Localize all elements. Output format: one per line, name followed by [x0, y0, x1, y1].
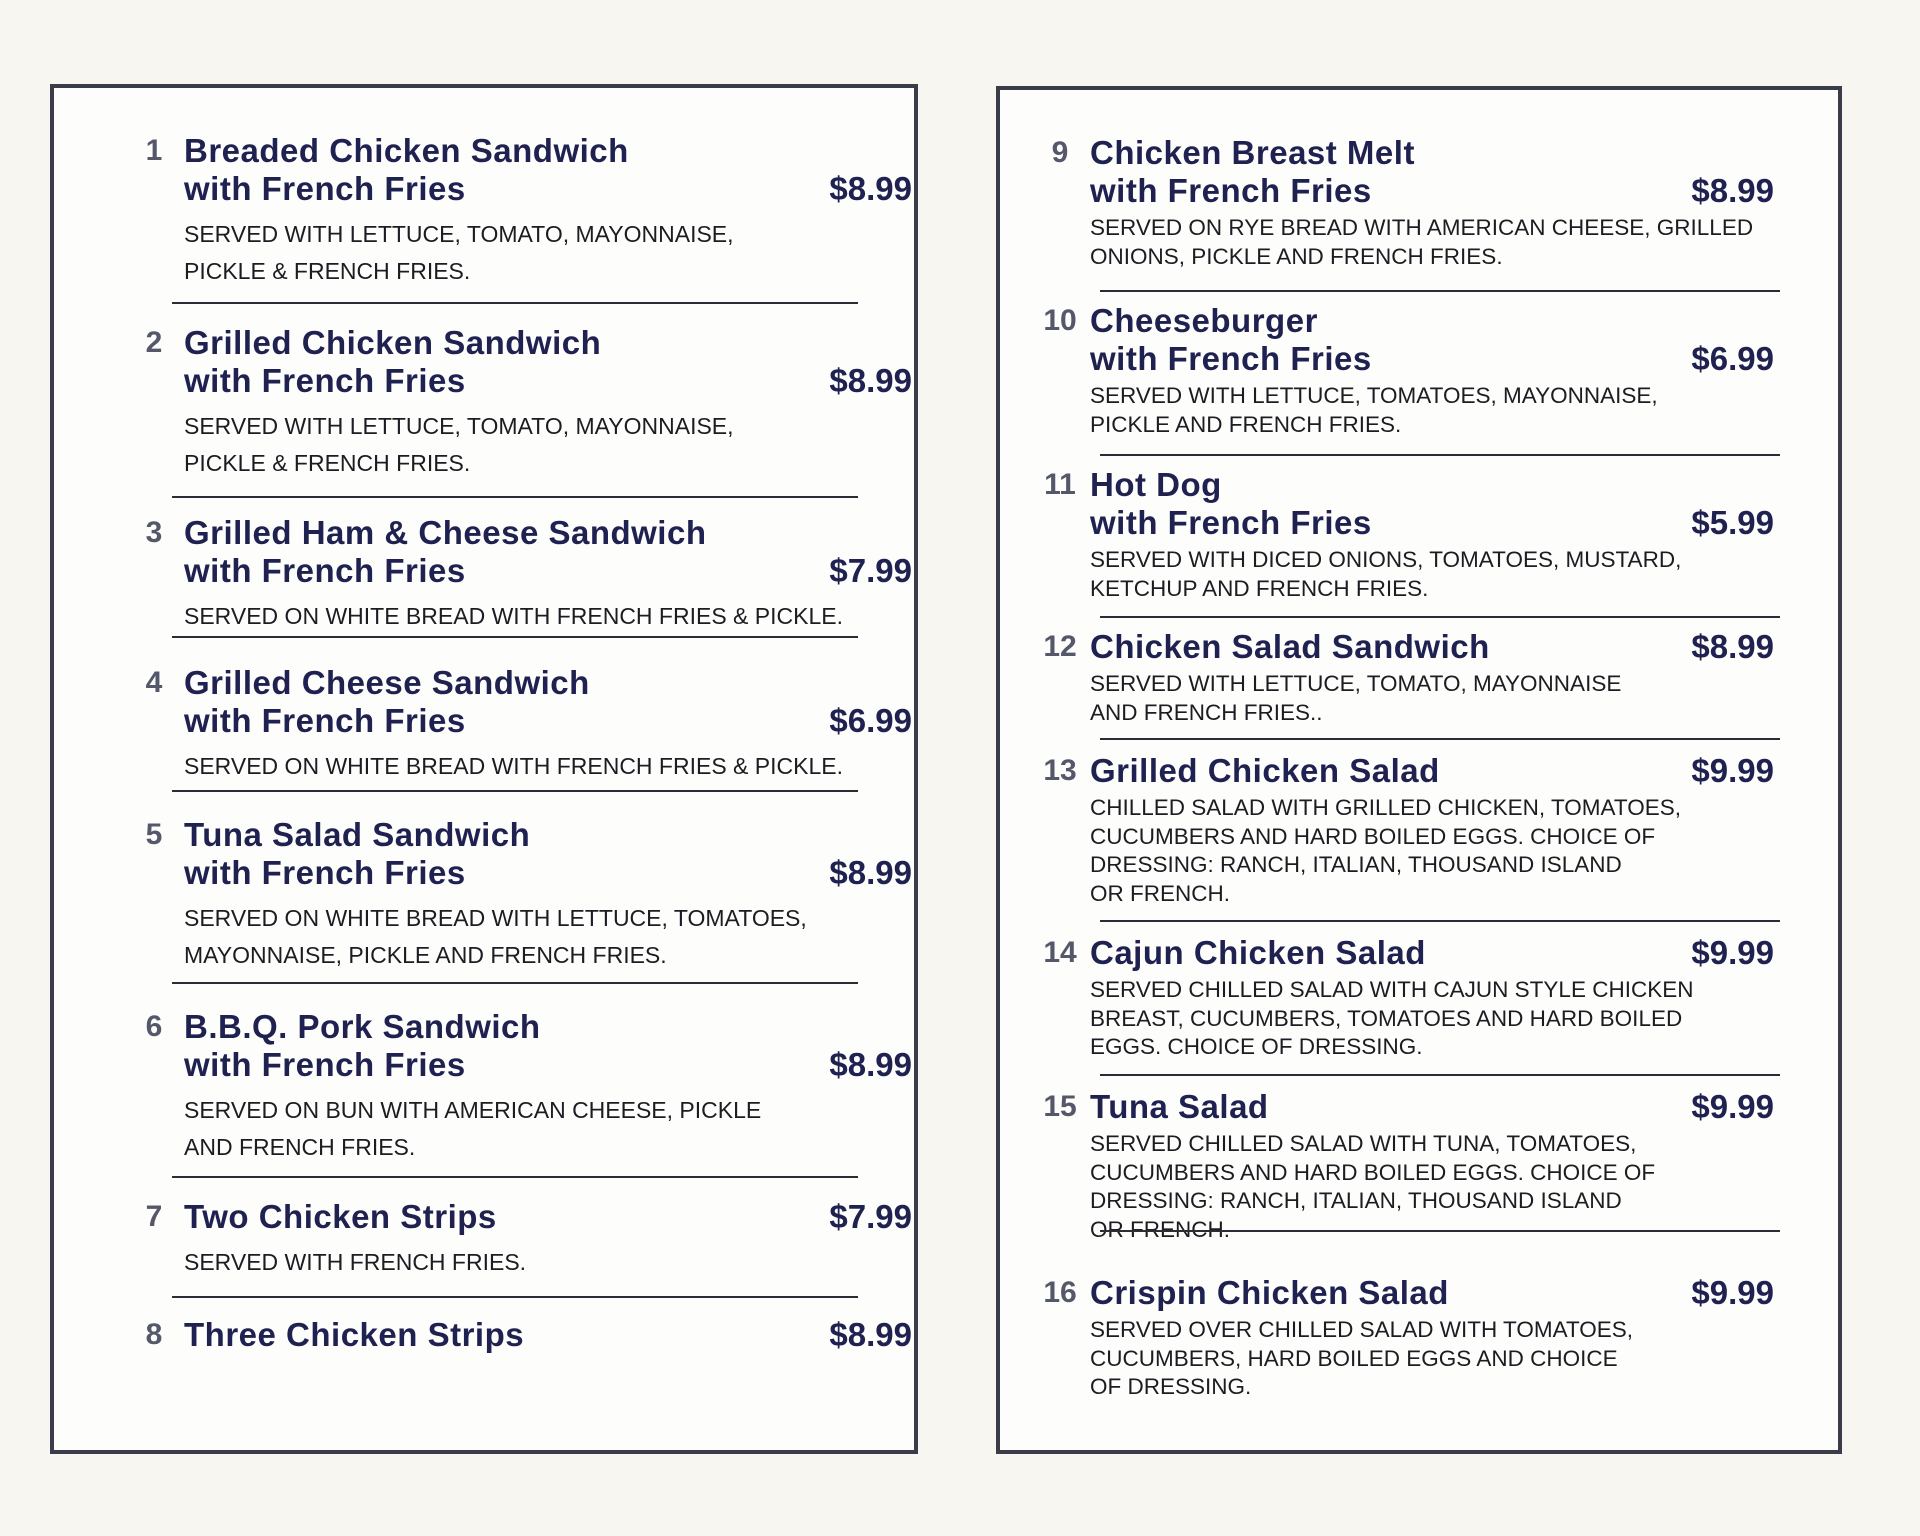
menu-item-title: Hot Dog	[1090, 466, 1222, 503]
menu-item-description: CUCUMBERS, HARD BOILED EGGS AND CHOICE	[1090, 1345, 1618, 1371]
menu-item-description: SERVED ON RYE BREAD WITH AMERICAN CHEESE, GRILLED	[1090, 215, 1754, 240]
menu-item-body	[184, 1316, 912, 1354]
menu-item	[1034, 134, 1774, 271]
menu-item-number: 9	[1051, 136, 1069, 169]
menu-item-body	[1090, 466, 1774, 603]
menu-item-price: $7.99	[829, 552, 912, 589]
menu-divider	[1100, 920, 1780, 922]
menu-item-price: $8.99	[829, 1316, 912, 1353]
menu-item-number: 6	[145, 1010, 163, 1043]
menu-item-description: SERVED WITH LETTUCE, TOMATO, MAYONNAISE,	[184, 221, 734, 247]
menu-item-number: 10	[1043, 304, 1077, 337]
menu-item-price: $5.99	[1691, 504, 1774, 541]
menu-item-description: OR FRENCH.	[1090, 1216, 1230, 1242]
menu-item-title: Chicken Salad Sandwich	[1090, 628, 1490, 665]
menu-item-price: $6.99	[829, 702, 912, 739]
menu-item-description: SERVED ON WHITE BREAD WITH LETTUCE, TOMATOES,	[184, 905, 807, 931]
menu-item	[1034, 628, 1774, 727]
menu-item-description: DRESSING: RANCH, ITALIAN, THOUSAND ISLAND	[1090, 1188, 1622, 1213]
menu-item-description: SERVED WITH LETTUCE, TOMATO, MAYONNAISE	[1090, 671, 1622, 696]
menu-item-description: BREAST, CUCUMBERS, TOMATOES AND HARD BOILED	[1090, 1005, 1683, 1031]
menu-item	[1034, 752, 1774, 908]
menu-item-number: 3	[145, 516, 163, 549]
menu-item-body	[1090, 1274, 1774, 1402]
menu-item-description: SERVED ON WHITE BREAD WITH FRENCH FRIES & PICKLE.	[184, 603, 843, 629]
menu-item-price: $8.99	[1691, 628, 1774, 665]
menu-item	[1034, 302, 1774, 439]
menu-item-number: 11	[1044, 468, 1076, 501]
menu-item-number: 12	[1043, 630, 1077, 663]
menu-divider	[172, 1176, 858, 1178]
menu-item-body	[1090, 302, 1774, 439]
menu-item-number: 16	[1043, 1276, 1077, 1309]
menu-item-body	[1090, 628, 1774, 727]
menu-item-title: Tuna Salad	[1090, 1088, 1269, 1125]
menu-item-title: Three Chicken Strips	[184, 1316, 525, 1353]
menu-item-body	[1090, 134, 1774, 271]
menu-item-title: Cheeseburger	[1090, 302, 1318, 339]
menu-item-description: SERVED OVER CHILLED SALAD WITH TOMATOES,	[1090, 1317, 1634, 1342]
menu-item-description: DRESSING: RANCH, ITALIAN, THOUSAND ISLAND	[1090, 852, 1622, 877]
menu-item-number: 8	[145, 1318, 163, 1351]
menu-item-body	[184, 514, 912, 635]
menu-item-body	[1090, 1088, 1774, 1244]
menu-item-number: 7	[145, 1200, 163, 1233]
menu-item	[1034, 466, 1774, 603]
menu-item-subtitle: with French Fries	[184, 1046, 466, 1083]
menu-item-description: OF DRESSING.	[1090, 1374, 1252, 1399]
menu-item-description: OR FRENCH.	[1090, 880, 1230, 906]
menu-item	[128, 816, 912, 974]
menu-divider	[1100, 1230, 1780, 1232]
menu-item-description: SERVED WITH DICED ONIONS, TOMATOES, MUSTARD,	[1090, 547, 1682, 572]
menu-item-subtitle: with French Fries	[184, 362, 466, 399]
menu-divider	[1100, 616, 1780, 618]
menu-item-subtitle: with French Fries	[184, 170, 466, 207]
menu-item	[1034, 1274, 1774, 1402]
menu-item-description: SERVED WITH LETTUCE, TOMATO, MAYONNAISE,	[184, 413, 734, 439]
menu-item-title: Tuna Salad Sandwich	[184, 816, 531, 853]
menu-item-description: SERVED CHILLED SALAD WITH CAJUN STYLE CHICKEN	[1090, 977, 1694, 1002]
menu-item-price: $9.99	[1691, 752, 1774, 789]
menu-item	[128, 664, 912, 785]
menu-panel-left-inner	[54, 88, 914, 1450]
menu-item-body	[184, 1198, 912, 1281]
menu-item	[128, 1008, 912, 1166]
menu-item	[1034, 1088, 1774, 1244]
menu-item	[1034, 934, 1774, 1062]
menu-item-title: Breaded Chicken Sandwich	[184, 132, 629, 169]
menu-divider	[172, 302, 858, 304]
menu-item-description: MAYONNAISE, PICKLE AND FRENCH FRIES.	[184, 942, 667, 968]
menu-divider	[172, 636, 858, 638]
menu-panel-right-inner	[1000, 90, 1838, 1450]
menu-item-description: EGGS. CHOICE OF DRESSING.	[1090, 1034, 1423, 1059]
menu-item-title: Chicken Breast Melt	[1090, 134, 1415, 171]
menu-item-subtitle: with French Fries	[1090, 172, 1372, 209]
menu-item-description: AND FRENCH FRIES..	[1090, 699, 1323, 725]
menu-item-subtitle: with French Fries	[184, 854, 466, 891]
menu-item	[128, 324, 912, 482]
menu-item-body	[184, 324, 912, 482]
menu-item	[128, 514, 912, 635]
menu-item-body	[184, 132, 912, 290]
menu-item-body	[1090, 752, 1774, 908]
menu-item	[128, 1198, 912, 1281]
menu-divider	[172, 1296, 858, 1298]
menu-item-description: PICKLE & FRENCH FRIES.	[184, 258, 471, 284]
menu-item-subtitle: with French Fries	[1090, 340, 1372, 377]
menu-item-title: Cajun Chicken Salad	[1090, 934, 1426, 971]
menu-divider	[172, 790, 858, 792]
menu-item-title: Grilled Ham & Cheese Sandwich	[184, 514, 707, 551]
menu-item-price: $8.99	[829, 362, 912, 399]
menu-item-title: Grilled Chicken Sandwich	[184, 324, 602, 361]
menu-item-number: 15	[1043, 1090, 1077, 1123]
menu-item-number: 4	[145, 666, 163, 699]
menu-item-description: SERVED CHILLED SALAD WITH TUNA, TOMATOES,	[1090, 1131, 1637, 1156]
menu-item-number: 13	[1043, 754, 1077, 787]
menu-item-body	[184, 664, 912, 785]
menu-item-number: 14	[1043, 936, 1077, 969]
menu-item-title: Crispin Chicken Salad	[1090, 1274, 1449, 1311]
menu-divider	[1100, 290, 1780, 292]
menu-item-price: $6.99	[1691, 340, 1774, 377]
menu-item-title: Grilled Chicken Salad	[1090, 752, 1440, 789]
menu-item	[128, 132, 912, 290]
menu-divider	[1100, 738, 1780, 740]
menu-panel-right	[996, 86, 1842, 1454]
menu-panel-left	[50, 84, 918, 1454]
menu-divider	[1100, 454, 1780, 456]
menu-item-number: 5	[145, 818, 163, 851]
menu-item-description: PICKLE AND FRENCH FRIES.	[1090, 411, 1402, 437]
menu-item-body	[1090, 934, 1774, 1062]
menu-item-description: CHILLED SALAD WITH GRILLED CHICKEN, TOMATOES,	[1090, 795, 1681, 820]
menu-item-title: Two Chicken Strips	[184, 1198, 497, 1235]
menu-item-description: KETCHUP AND FRENCH FRIES.	[1090, 575, 1429, 601]
menu-item-subtitle: with French Fries	[184, 702, 466, 739]
menu-item-description: SERVED WITH LETTUCE, TOMATOES, MAYONNAISE,	[1090, 383, 1658, 408]
menu-item-subtitle: with French Fries	[184, 552, 466, 589]
menu-item-price: $8.99	[829, 1046, 912, 1083]
menu-item-description: CUCUMBERS AND HARD BOILED EGGS. CHOICE OF	[1090, 823, 1656, 849]
menu-item-title: B.B.Q. Pork Sandwich	[184, 1008, 541, 1045]
menu-item-price: $9.99	[1691, 1274, 1774, 1311]
menu-item-description: ONIONS, PICKLE AND FRENCH FRIES.	[1090, 243, 1503, 269]
menu-item-price: $8.99	[1691, 172, 1774, 209]
menu-item-title: Grilled Cheese Sandwich	[184, 664, 590, 701]
menu-item-description: SERVED ON WHITE BREAD WITH FRENCH FRIES & PICKLE.	[184, 753, 843, 779]
menu-item-body	[184, 1008, 912, 1166]
menu-item-price: $9.99	[1691, 934, 1774, 971]
menu-item-price: $8.99	[829, 170, 912, 207]
menu-item-description: SERVED WITH FRENCH FRIES.	[184, 1249, 527, 1275]
menu-item-price: $7.99	[829, 1198, 912, 1235]
menu-item-description: AND FRENCH FRIES.	[184, 1134, 416, 1160]
menu-item-description: CUCUMBERS AND HARD BOILED EGGS. CHOICE OF	[1090, 1159, 1656, 1185]
menu-item-price: $8.99	[829, 854, 912, 891]
menu-item-body	[184, 816, 912, 974]
menu-item-description: PICKLE & FRENCH FRIES.	[184, 450, 471, 476]
menu-divider	[172, 496, 858, 498]
menu-item-subtitle: with French Fries	[1090, 504, 1372, 541]
menu-divider	[1100, 1074, 1780, 1076]
menu-item-number: 2	[145, 326, 163, 359]
menu-divider	[172, 982, 858, 984]
menu-item-number: 1	[145, 134, 163, 167]
menu-item	[128, 1316, 912, 1354]
menu-item-description: SERVED ON BUN WITH AMERICAN CHEESE, PICKLE	[184, 1097, 762, 1123]
menu-item-price: $9.99	[1691, 1088, 1774, 1125]
